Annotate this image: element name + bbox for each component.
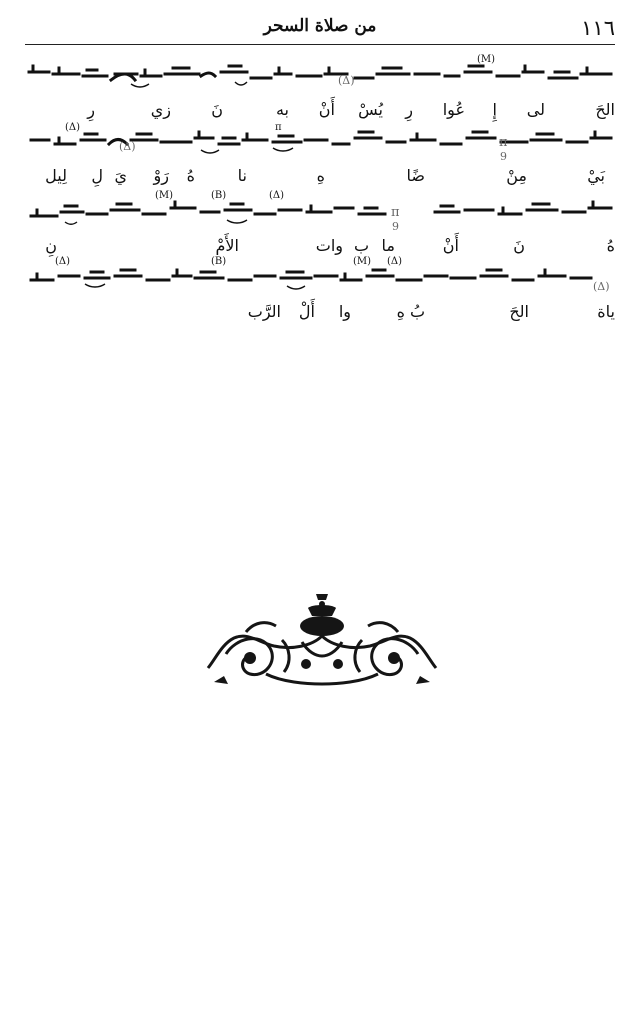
syllable: أَنْ bbox=[318, 100, 335, 119]
lyric-line-4 bbox=[25, 302, 615, 328]
mark-delta-2: (Δ) bbox=[65, 122, 81, 133]
syllable: لِ bbox=[91, 166, 103, 185]
syllable: نَ bbox=[211, 100, 223, 119]
grey-mark-pi: π bbox=[499, 135, 508, 150]
baroque-crown-ornament-icon bbox=[206, 594, 438, 694]
mark-pi-box: π bbox=[275, 122, 282, 133]
syllable: هُ bbox=[186, 166, 195, 185]
syllable: أَنْ bbox=[442, 236, 459, 255]
syllable: رِ bbox=[87, 100, 95, 119]
syllable: نَ bbox=[513, 236, 525, 255]
syllable: رَوْ bbox=[153, 166, 169, 185]
grey-mark-nine: 9 bbox=[500, 150, 507, 163]
syllable: رِ bbox=[405, 100, 413, 119]
syllable: بُ bbox=[409, 302, 425, 321]
syllable: عُوا bbox=[442, 100, 465, 119]
syllable: نِ bbox=[45, 236, 57, 255]
syllable: به bbox=[275, 100, 289, 119]
syllable: ب bbox=[353, 236, 369, 255]
syllable: زي bbox=[150, 100, 171, 119]
syllable: الأَمْ bbox=[215, 236, 239, 255]
syllable: هُ bbox=[606, 236, 615, 255]
syllable: هِ bbox=[316, 166, 325, 185]
grey-mark-nine: 9 bbox=[392, 220, 399, 233]
neume-line-2 bbox=[25, 122, 615, 168]
mark-delta-4b: (Δ) bbox=[387, 256, 403, 267]
syllable: يَ bbox=[114, 166, 127, 185]
mark-m-1: (M) bbox=[477, 54, 496, 65]
neume-line-4 bbox=[25, 256, 615, 304]
syllable: وا bbox=[338, 302, 351, 321]
grey-mark-delta: (Δ) bbox=[338, 74, 355, 87]
syllable: الحَ bbox=[509, 302, 529, 321]
lyric-line-1 bbox=[25, 100, 615, 126]
syllable: بَيْ bbox=[587, 166, 605, 185]
page-header bbox=[25, 12, 615, 45]
neume-line-1 bbox=[25, 54, 615, 102]
syllable: يُسْ bbox=[358, 100, 383, 119]
mark-delta-3: (Δ) bbox=[269, 190, 285, 201]
page-number: ١١٦ bbox=[581, 16, 615, 40]
syllable: ما bbox=[381, 236, 395, 255]
mark-m-3: (M) bbox=[155, 190, 174, 201]
lyric-line-3 bbox=[25, 236, 615, 262]
lyric-line-2 bbox=[25, 166, 615, 192]
syllable: ياة bbox=[597, 302, 615, 321]
grey-mark-pi: π bbox=[391, 205, 400, 220]
grey-mark-delta: (Δ) bbox=[593, 280, 610, 293]
syllable: لِيل bbox=[45, 166, 67, 185]
mark-m-4: (M) bbox=[353, 256, 372, 267]
syllable: الرَّب bbox=[247, 302, 281, 321]
syllable: لى bbox=[526, 100, 545, 119]
mark-b-4: (B) bbox=[211, 256, 227, 267]
syllable: الحَ bbox=[595, 100, 615, 119]
running-title: من صلاة السحر bbox=[263, 16, 377, 36]
syllable: إِ bbox=[492, 100, 497, 119]
syllable: أَلْ bbox=[298, 302, 315, 321]
syllable: نا bbox=[237, 166, 247, 185]
grey-mark-delta: (Δ) bbox=[119, 140, 136, 153]
neume-line-3 bbox=[25, 190, 615, 238]
mark-delta-4a: (Δ) bbox=[55, 256, 71, 267]
syllable: هِ bbox=[396, 302, 405, 321]
syllable: ضًا bbox=[406, 166, 425, 185]
syllable: وات bbox=[315, 236, 343, 255]
syllable: مِنْ bbox=[506, 166, 527, 185]
mark-b-3: (B) bbox=[211, 190, 227, 201]
